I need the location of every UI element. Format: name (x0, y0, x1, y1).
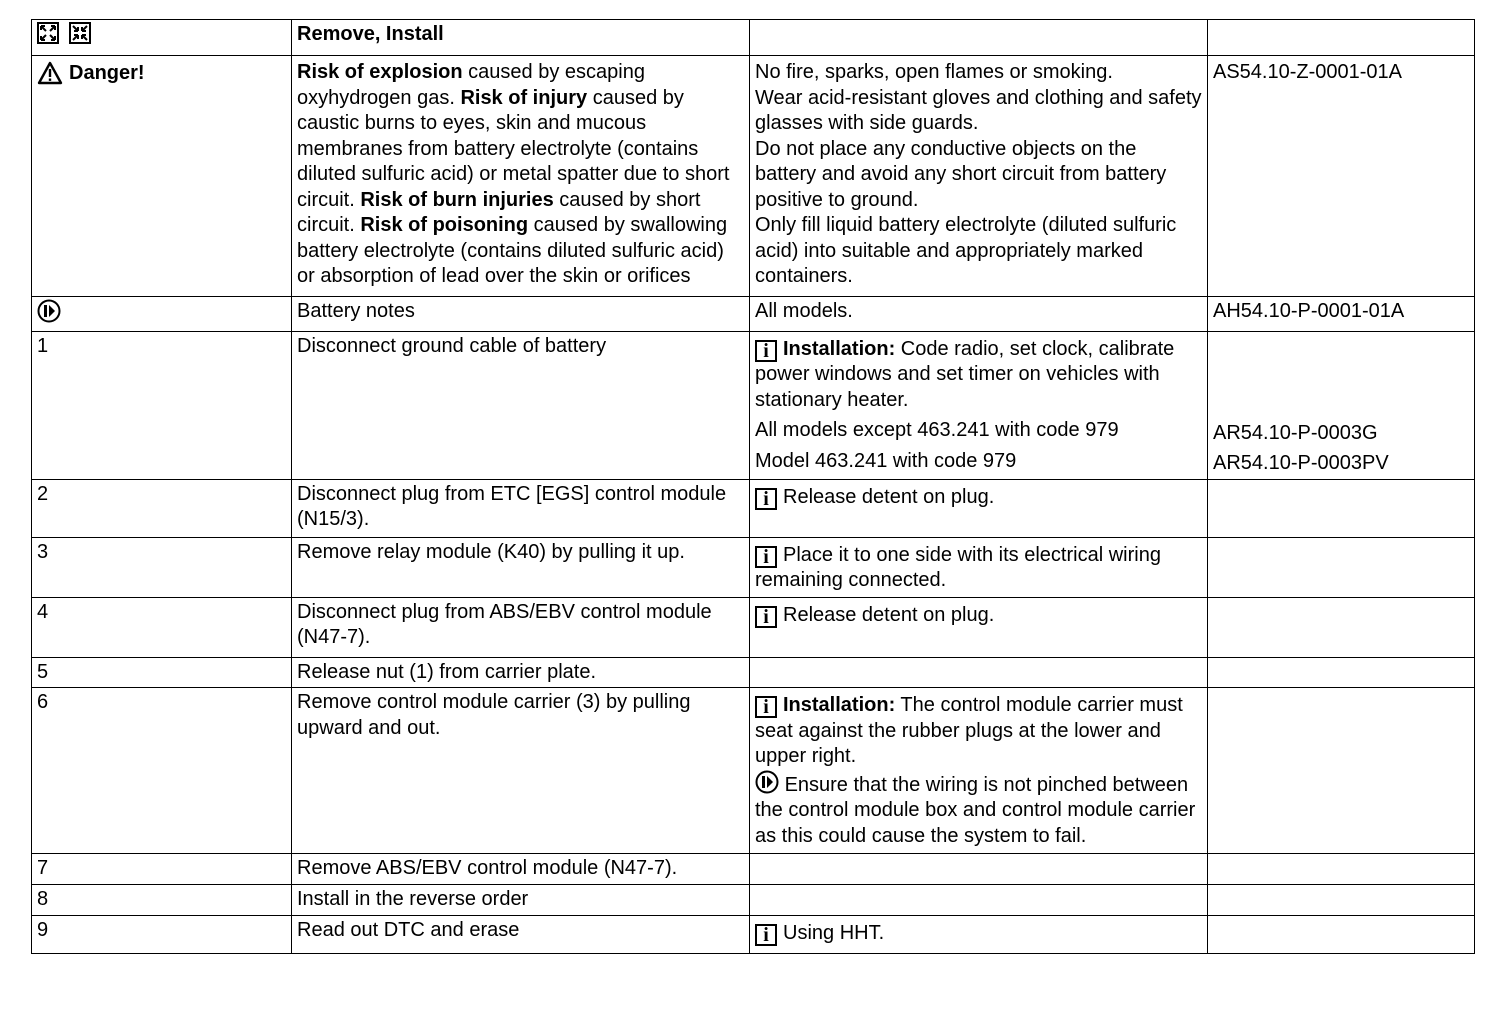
info-text: Release detent on plug. (783, 603, 995, 626)
danger-measures (750, 56, 1208, 297)
step-row (32, 479, 1475, 537)
risk-part: caused by caustic burns to eyes, skin and mucous membranes from battery electrolyte (contains diluted sulfuric acid) or metal spatter due to short circuit. (297, 86, 730, 211)
warning-triangle-icon (37, 61, 63, 85)
step-action: Install in the reverse order (292, 884, 750, 915)
step-number: 7 (32, 854, 292, 885)
header-icons-cell (32, 20, 292, 56)
step-number: 4 (32, 597, 292, 657)
notes-label: Battery notes (292, 296, 750, 331)
danger-risks (292, 56, 750, 297)
info-label: Installation: (783, 694, 896, 716)
step-row (32, 688, 1475, 854)
danger-row (32, 56, 1475, 297)
info-icon: i (755, 606, 777, 628)
step-number: 5 (32, 657, 292, 688)
note-icon (37, 299, 61, 323)
risk-part: Risk of burn injuries (360, 188, 554, 211)
notes-applies: All models. (750, 296, 1208, 331)
risk-part: caused by escaping oxyhydrogen gas. (297, 61, 645, 109)
step-row (32, 597, 1475, 657)
step-number: 3 (32, 537, 292, 597)
info-icon: i (755, 924, 777, 946)
step-number: 8 (32, 884, 292, 915)
info-icon: i (755, 696, 777, 718)
note-icon (755, 770, 779, 794)
step-row (32, 537, 1475, 597)
step-row (32, 884, 1475, 915)
info-text: The control module carrier must seat against the rubber plugs at the lower and upper right. (755, 694, 1183, 767)
remove-icon (37, 22, 59, 44)
step-action: Release nut (1) from carrier plate. (292, 657, 750, 688)
measure: No fire, sparks, open flames or smoking. (755, 61, 1113, 83)
step-row (32, 657, 1475, 688)
info-icon: i (755, 546, 777, 568)
step-number: 6 (32, 688, 292, 854)
measure: Only fill liquid battery electrolyte (diluted sulfuric acid) into suitable and appropriately marked containers. (755, 214, 1177, 287)
page-title: Remove, Install (292, 20, 750, 56)
measure: Wear acid-resistant gloves and clothing and safety glasses with side guards. (755, 86, 1202, 134)
step-number: 1 (32, 331, 292, 479)
risk-part: caused by short circuit. (297, 188, 701, 236)
info-text: Place it to one side with its electrical wiring remaining connected. (755, 543, 1161, 591)
variant-ref: AR54.10-P-0003PV (1213, 452, 1389, 474)
info-text: Release detent on plug. (783, 485, 995, 508)
risk-part: Risk of injury (460, 86, 588, 109)
step-action: Remove control module carrier (3) by pulling upward and out. (292, 688, 750, 854)
notes-ref: AH54.10-P-0001-01A (1208, 296, 1475, 331)
risk-part: caused by swallowing battery electrolyte (contains diluted sulfuric acid) or absorption of lead over the skin or orifices (297, 214, 728, 287)
variant-text: Model 463.241 with code 979 (755, 449, 1017, 472)
danger-label: Danger! (37, 61, 286, 87)
step-number: 9 (32, 915, 292, 953)
risk-part: Risk of explosion (297, 61, 463, 83)
step-action: Remove relay module (K40) by pulling it up. (292, 537, 750, 597)
info-label: Installation: (783, 337, 896, 360)
variant-text: All models except 463.241 with code 979 (755, 419, 1119, 441)
variant-ref: AR54.10-P-0003G (1213, 421, 1378, 444)
step-action: Read out DTC and erase (292, 915, 750, 953)
info-icon: i (755, 340, 777, 362)
info-text: Using HHT. (783, 921, 885, 944)
step-action: Disconnect plug from ABS/EBV control module (N47-7). (292, 597, 750, 657)
header-row (32, 20, 1475, 56)
step-row (32, 331, 1475, 479)
risk-part: Risk of poisoning (360, 214, 529, 236)
danger-ref: AS54.10-Z-0001-01A (1208, 56, 1475, 297)
note-text: Ensure that the wiring is not pinched between the control module box and control module carrier as this could cause the system to fail. (755, 773, 1196, 847)
info-icon: i (755, 488, 777, 510)
step-action: Disconnect plug from ETC [EGS] control module (N15/3). (292, 479, 750, 537)
procedure-table (31, 19, 1475, 954)
step-row (32, 915, 1475, 953)
info-text: Code radio, set clock, calibrate power windows and set timer on vehicles with stationary heater. (755, 337, 1175, 411)
notes-row (32, 296, 1475, 331)
install-icon (69, 22, 91, 44)
step-row (32, 854, 1475, 885)
step-number: 2 (32, 479, 292, 537)
step-action: Remove ABS/EBV control module (N47-7). (292, 854, 750, 885)
measure: Do not place any conductive objects on the battery and avoid any short circuit from battery positive to ground. (755, 137, 1167, 211)
step-action: Disconnect ground cable of battery (292, 331, 750, 479)
